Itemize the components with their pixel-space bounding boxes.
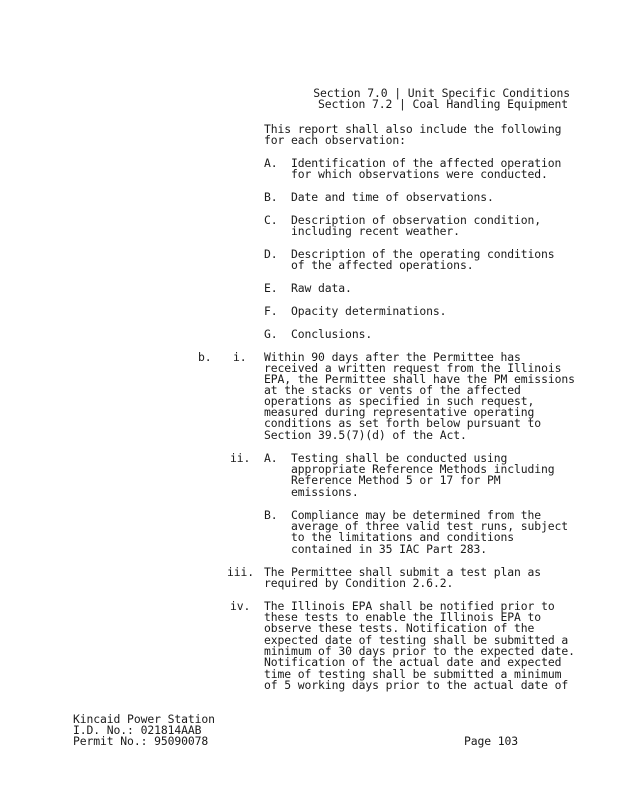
item-g-line-1: Conclusions. bbox=[291, 327, 373, 341]
section-b-i-line-6: measured during representative operating bbox=[264, 405, 535, 419]
section-b-i-marker: i. bbox=[233, 350, 247, 364]
item-a-line-2: for which observations were conducted. bbox=[291, 167, 548, 181]
section-b-iv-line-4: expected date of testing shall be submitted a bbox=[264, 633, 569, 647]
section-b-iv-line-8: of 5 working days prior to the actual date of bbox=[264, 678, 569, 692]
section-b-i-line-8: Section 39.5(7)(d) of the Act. bbox=[264, 428, 467, 442]
footer-id-number: I.D. No.: 021814AAB bbox=[73, 723, 202, 737]
section-b-i-line-2: received a written request from the Illinois bbox=[264, 361, 562, 375]
section-b-ii-b-line-1: Compliance may be determined from the bbox=[291, 508, 542, 522]
item-c-line-1: Description of observation condition, bbox=[291, 213, 542, 227]
section-b-iii-marker: iii. bbox=[227, 565, 255, 579]
section-b-iii-line-1: The Permittee shall submit a test plan as bbox=[264, 565, 542, 579]
section-b-i-line-7: conditions as set forth below pursuant to bbox=[264, 416, 542, 430]
footer-permit-number: Permit No.: 95090078 bbox=[73, 734, 209, 748]
item-c-line-2: including recent weather. bbox=[291, 224, 460, 238]
section-b-i-line-1: Within 90 days after the Permittee has bbox=[264, 350, 521, 364]
section-b-ii-b-line-4: contained in 35 IAC Part 283. bbox=[291, 542, 487, 556]
section-b-ii-a-line-1: Testing shall be conducted using bbox=[291, 451, 508, 465]
item-d-line-2: of the affected operations. bbox=[291, 258, 474, 272]
section-b-iv-line-3: observe these tests. Notification of the bbox=[264, 621, 535, 635]
item-a-marker: A. bbox=[264, 156, 278, 170]
section-b-iv-line-1: The Illinois EPA shall be notified prior to bbox=[264, 599, 555, 613]
section-b-iv-line-7: time of testing shall be submitted a minimum bbox=[264, 667, 562, 681]
section-b-ii-a-marker: A. bbox=[264, 451, 278, 465]
section-b-marker: b. bbox=[198, 350, 212, 364]
section-b-ii-b-line-2: average of three valid test runs, subject bbox=[291, 519, 569, 533]
item-f-line-1: Opacity determinations. bbox=[291, 304, 447, 318]
section-b-ii-a-line-4: emissions. bbox=[291, 485, 359, 499]
section-b-i-line-4: at the stacks or vents of the affected bbox=[264, 383, 521, 397]
footer-station-name: Kincaid Power Station bbox=[73, 712, 215, 726]
section-b-i-line-5: operations as specified in such request, bbox=[264, 394, 535, 408]
header-subsection-title: Section 7.2 | Coal Handling Equipment bbox=[317, 97, 568, 111]
section-b-iv-line-5: minimum of 30 days prior to the expected date. bbox=[264, 644, 575, 658]
footer-page-number: Page 103 bbox=[464, 734, 519, 748]
item-b-line-1: Date and time of observations. bbox=[291, 190, 494, 204]
intro-line-1: This report shall also include the following bbox=[264, 122, 562, 136]
section-b-iv-line-6: Notification of the actual date and expected bbox=[264, 655, 562, 669]
section-b-ii-b-marker: B. bbox=[264, 508, 278, 522]
item-c-marker: C. bbox=[264, 213, 278, 227]
section-b-iv-line-2: these tests to enable the Illinois EPA to bbox=[264, 610, 542, 624]
item-d-line-1: Description of the operating conditions bbox=[291, 247, 555, 261]
item-e-marker: E. bbox=[264, 281, 278, 295]
section-b-ii-a-line-3: Reference Method 5 or 17 for PM bbox=[291, 473, 501, 487]
item-e-line-1: Raw data. bbox=[291, 281, 352, 295]
section-b-ii-a-line-2: appropriate Reference Methods including bbox=[291, 462, 555, 476]
section-b-ii-marker: ii. bbox=[230, 451, 251, 465]
section-b-ii-b-line-3: to the limitations and conditions bbox=[291, 530, 515, 544]
section-b-i-line-3: EPA, the Permittee shall have the PM emissions bbox=[264, 372, 575, 386]
item-b-marker: B. bbox=[264, 190, 278, 204]
item-d-marker: D. bbox=[264, 247, 278, 261]
header-section-title: Section 7.0 | Unit Specific Conditions bbox=[313, 86, 570, 100]
item-f-marker: F. bbox=[264, 304, 278, 318]
section-b-iii-line-2: required by Condition 2.6.2. bbox=[264, 576, 454, 590]
item-g-marker: G. bbox=[264, 327, 278, 341]
item-a-line-1: Identification of the affected operation bbox=[291, 156, 562, 170]
section-b-iv-marker: iv. bbox=[230, 599, 251, 613]
intro-line-2: for each observation: bbox=[264, 133, 406, 147]
